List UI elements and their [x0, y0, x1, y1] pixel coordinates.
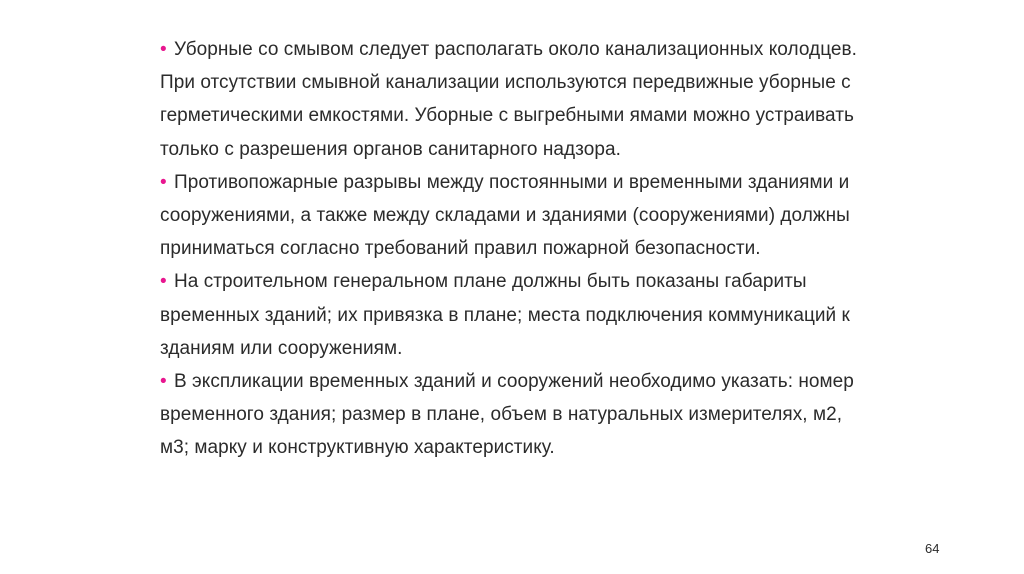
paragraph-line: только с разрешения органов санитарного надзора.	[160, 138, 621, 160]
bullet-icon: •	[160, 271, 167, 293]
paragraph-line: временных зданий; их привязка в плане; места подключения коммуникаций к	[160, 304, 850, 326]
paragraph-text: Уборные со смывом следует располагать около канализационных колодцев.	[174, 39, 857, 60]
paragraph-text: На строительном генеральном плане должны быть показаны габариты	[174, 271, 807, 293]
slide-body	[160, 33, 880, 465]
paragraph-3	[160, 265, 880, 365]
paragraph-line	[160, 33, 880, 66]
paragraph-line: м3; марку и конструктивную характеристику.	[160, 437, 555, 459]
paragraph-line	[160, 166, 880, 199]
page-number: 64	[925, 541, 940, 556]
paragraph-2	[160, 166, 880, 266]
paragraph-line	[160, 365, 880, 398]
bullet-icon: •	[160, 371, 167, 393]
paragraph-line: сооружениями, а также между складами и зданиями (сооружениями) должны	[160, 205, 850, 227]
bullet-icon: •	[160, 171, 167, 193]
paragraph-text: В экспликации временных зданий и сооружений необходимо указать: номер	[174, 371, 854, 393]
paragraph-line	[160, 265, 880, 298]
paragraph-line: приниматься согласно требований правил пожарной безопасности.	[160, 238, 761, 260]
bullet-icon: •	[160, 39, 167, 60]
paragraph-text: Противопожарные разрывы между постоянными и временными зданиями и	[174, 171, 850, 193]
paragraph-1	[160, 33, 880, 166]
paragraph-line: герметическими емкостями. Уборные с выгребными ямами можно устраивать	[160, 105, 854, 127]
paragraph-4	[160, 365, 880, 465]
paragraph-line: При отсутствии смывной канализации используются передвижные уборные с	[160, 72, 851, 94]
paragraph-line: зданиям или сооружениям.	[160, 337, 403, 359]
paragraph-line: временного здания; размер в плане, объем в натуральных измерителях, м2,	[160, 404, 843, 426]
